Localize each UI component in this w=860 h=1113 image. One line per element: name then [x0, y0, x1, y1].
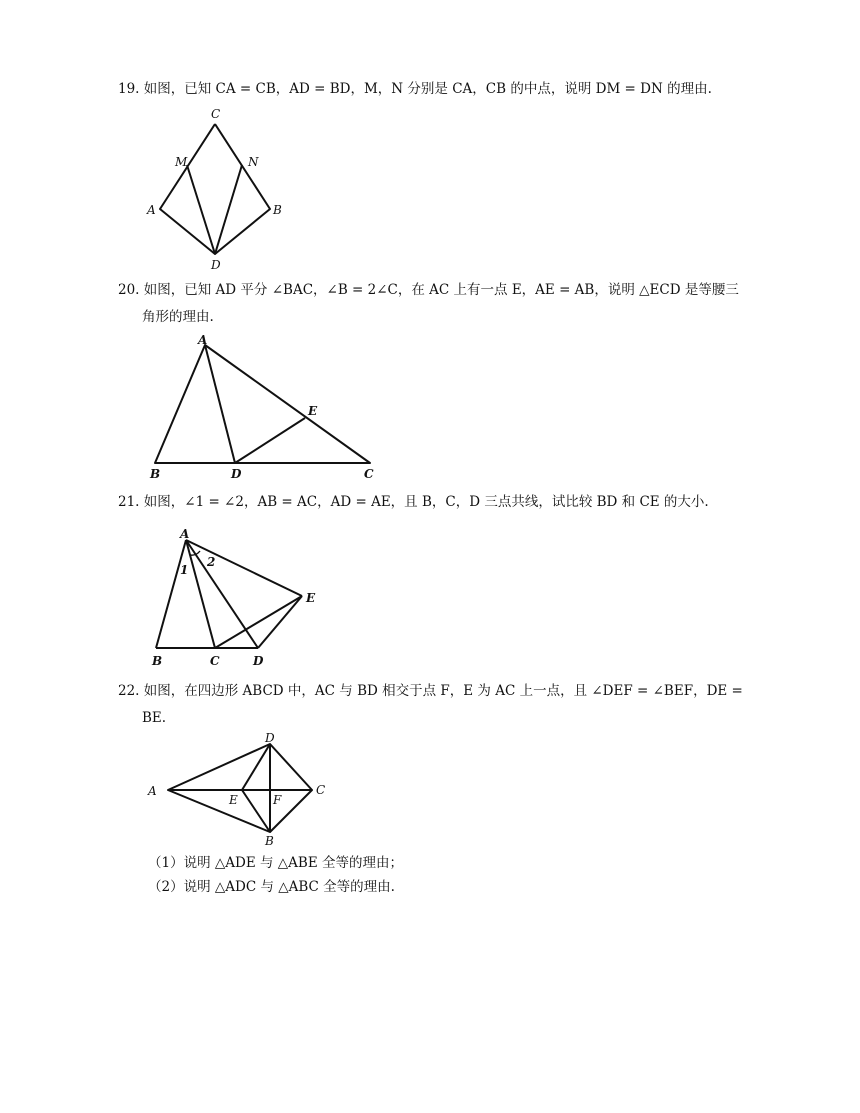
fig22-label-B: B	[265, 834, 274, 848]
fig20-label-D: D	[231, 467, 242, 481]
fig21-label-A: A	[180, 527, 190, 541]
fig22-quadrilateral-ABCD	[168, 744, 312, 832]
question-19-text: 19. 如图，已知 CA = CB，AD = BD，M，N 分别是 CA，CB 的中点，说明 DM = DN 的理由.	[118, 81, 712, 97]
figure-19	[140, 104, 300, 274]
fig21-segment-AE	[186, 540, 302, 596]
fig21-segment-DE	[258, 596, 302, 648]
figure-21	[140, 522, 340, 672]
fig19-label-M: M	[175, 155, 188, 169]
fig21-segment-AD	[186, 540, 258, 648]
fig19-label-C: C	[211, 107, 221, 121]
figure-19-svg	[140, 104, 300, 274]
fig21-label-D: D	[253, 654, 264, 668]
fig22-label-F: F	[273, 793, 282, 807]
fig20-segment-DE	[235, 418, 305, 463]
fig19-segment-DN	[215, 165, 242, 254]
fig22-label-E: E	[229, 793, 238, 807]
question-22-part-1: （1）说明 △ADE 与 △ABE 全等的理由；	[148, 855, 403, 871]
question-22-line2: BE.	[142, 710, 167, 726]
figure-22-svg	[140, 728, 340, 853]
fig21-label-2: 2	[207, 555, 216, 569]
fig19-label-B: B	[273, 203, 282, 217]
fig19-outline	[160, 124, 270, 254]
fig22-label-D: D	[265, 731, 275, 745]
fig22-label-A: A	[148, 784, 157, 798]
fig21-label-C: C	[210, 654, 220, 668]
fig19-label-D: D	[211, 258, 221, 272]
fig21-label-B: B	[152, 654, 163, 668]
fig21-label-E: E	[306, 591, 316, 605]
fig20-label-C: C	[364, 467, 374, 481]
figure-20-svg	[140, 330, 390, 485]
figure-20	[140, 330, 390, 485]
figure-22	[140, 728, 340, 853]
question-20-line2: 角形的理由.	[142, 309, 214, 325]
fig19-segment-DM	[187, 165, 215, 254]
question-22-line1: 22. 如图，在四边形 ABCD 中，AC 与 BD 相交于点 F，E 为 AC 上一点，且 ∠DEF = ∠BEF，DE =	[118, 683, 743, 699]
question-20-line1: 20. 如图，已知 AD 平分 ∠BAC，∠B = 2∠C，在 AC 上有一点 E，AE = AB，说明 △ECD 是等腰三	[118, 282, 739, 298]
question-22-part-2: （2）说明 △ADC 与 △ABC 全等的理由.	[148, 879, 395, 895]
fig20-label-B: B	[150, 467, 161, 481]
fig20-label-A: A	[198, 333, 208, 347]
question-22-text	[118, 678, 763, 732]
fig19-label-N: N	[248, 155, 259, 169]
fig20-label-E: E	[308, 404, 318, 418]
fig21-segment-AB	[156, 540, 189, 648]
figure-21-svg	[140, 522, 340, 672]
question-20-text	[118, 277, 763, 331]
fig22-label-C: C	[316, 783, 326, 797]
fig21-label-1: 1	[180, 563, 189, 577]
question-21-text: 21. 如图，∠1 = ∠2，AB = AC，AD = AE，且 B，C，D 三点共线，试比较 BD 和 CE 的大小.	[118, 494, 709, 510]
fig19-label-A: A	[147, 203, 156, 217]
